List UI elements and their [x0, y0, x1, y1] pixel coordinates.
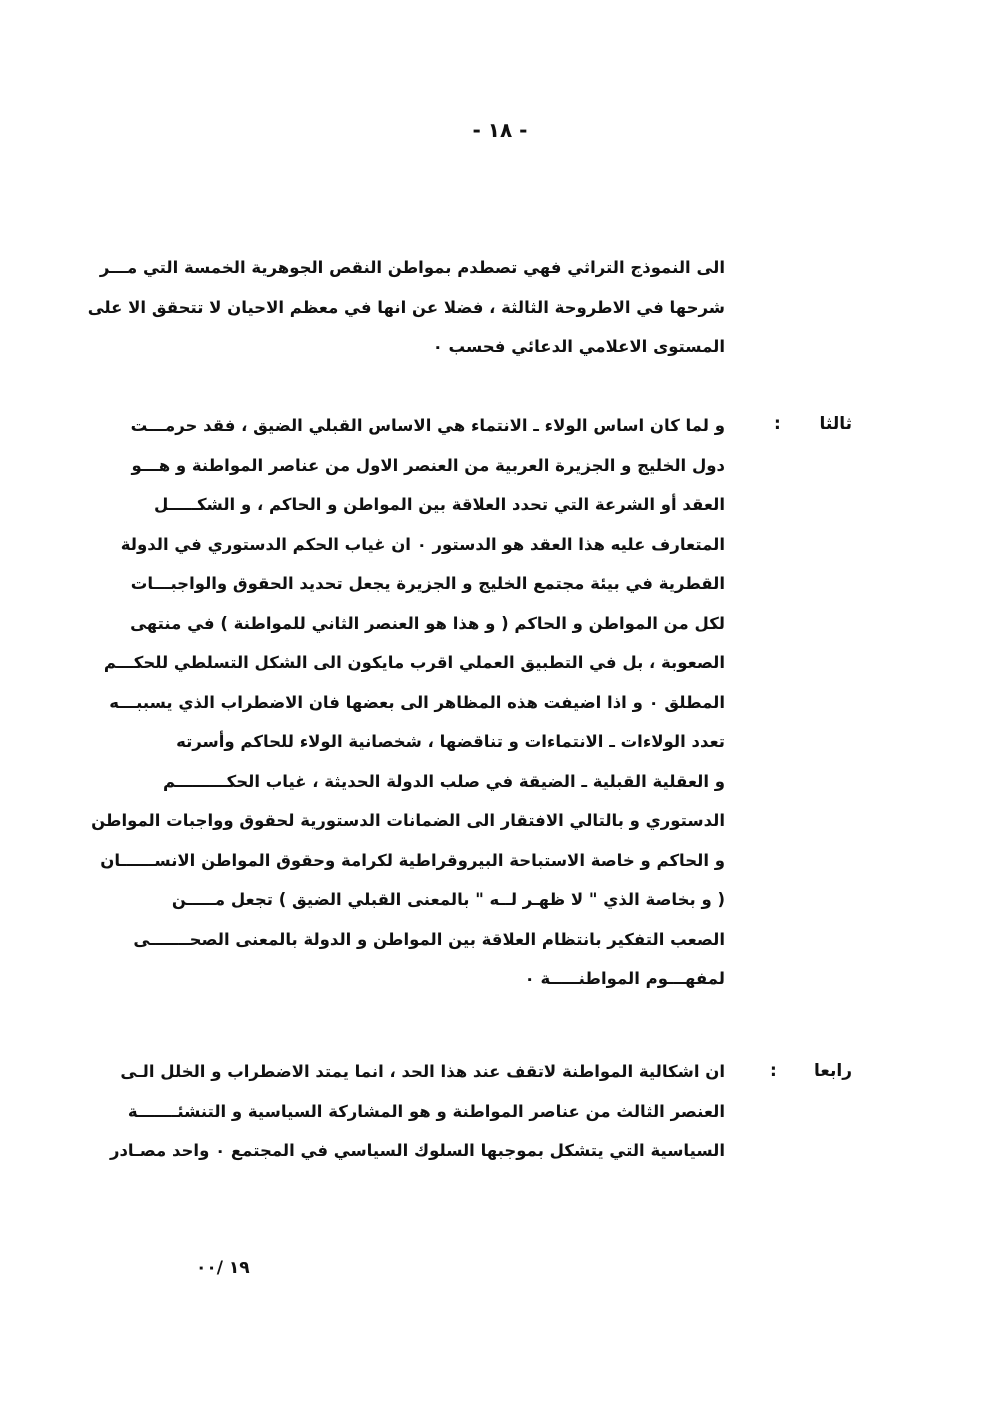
text-line: لكل من المواطن و الحاكم ( و هذا هو العنصر الثاني للمواطنة ) في منتهى — [130, 613, 725, 633]
text-line: و العقلية القبلية ـ الضيقة في صلب الدولة الحديثة ، غياب الحكـــــــــم — [162, 771, 725, 791]
text-line: الصعب التفكير بانتظام العلاقة بين المواطن و الدولة بالمعنى الصحـــــــى — [133, 929, 725, 949]
text-line: شرحها في الاطروحة الثالثة ، فضلا عن انها في معظم الاحيان لا تتحقق الا على — [87, 297, 725, 317]
text-line: المستوى الاعلامي الدعائي فحسب ٠ — [432, 337, 725, 356]
intro-paragraph — [87, 248, 725, 367]
continuation-reference: ١٩ /٠٠ — [196, 1258, 250, 1278]
text-line: الدستوري و بالتالي الافتقار الى الضمانات الدستورية لحقوق وواجبات المواطن — [91, 811, 725, 830]
section-three-colon: : — [774, 414, 781, 434]
text-line: العقد أو الشرعة التي تحدد العلاقة بين المواطن و الحاكم ، و الشكـــــل — [154, 495, 725, 514]
text-line: الى النموذج التراثي فهي تصطدم بمواطن النقص الجوهرية الخمسة التي مـــر — [99, 258, 725, 277]
page-number: - ١٨ - — [472, 118, 528, 142]
text-line: و لما كان اساس الولاء ـ الانتماء هي الاساس القبلي الضيق ، فقد حرمـــت — [130, 416, 725, 435]
text-line: القطرية في بيئة مجتمع الخليج و الجزيرة يجعل تحديد الحقوق والواجبـــات — [130, 574, 725, 593]
text-line: الصعوبة ، بل في التطبيق العملي اقرب مايكون الى الشكل التسلطي للحكـــم — [103, 653, 725, 672]
section-four-label: رابعا — [814, 1061, 852, 1081]
text-line: لمفهـــوم المواطنـــــة ٠ — [524, 969, 725, 988]
text-line: المطلق ٠ و اذا اضيفت هذه المظاهر الى بعضها فان الاضطراب الذي يسببـــه — [109, 692, 725, 712]
text-line: السياسية التي يتشكل بموجبها السلوك السياسي في المجتمع ٠ واحد مصـادر — [109, 1141, 725, 1160]
text-line: تعدد الولاءات ـ الانتماءات و تناقضها ، شخصانية الولاء للحاكم وأسرته — [176, 732, 725, 751]
section-four-colon: : — [770, 1061, 777, 1081]
text-line: دول الخليج و الجزيرة العربية من العنصر الاول من عناصر المواطنة و هـــو — [131, 455, 725, 475]
section-four-paragraph — [109, 1052, 725, 1171]
text-line: و الحاكم و خاصة الاستباحة البيروقراطية لكرامة وحقوق المواطن الانســــــان — [100, 850, 725, 870]
text-line: ( و بخاصة الذي " لا ظهـر لــه " بالمعنى القبلي الضيق ) تجعل مـــــن — [171, 890, 725, 909]
text-line: ان اشكالية المواطنة لاتقف عند هذا الحد ، انما يمتد الاضطراب و الخلل الـى — [120, 1062, 725, 1081]
text-line: المتعارف عليه هذا العقد هو الدستور ٠ ان غياب الحكم الدستوري في الدولة — [120, 534, 725, 554]
section-three-label: ثالثا — [819, 414, 852, 434]
section-three-paragraph — [91, 406, 725, 999]
text-line: العنصر الثالث من عناصر المواطنة و هو المشاركة السياسية و التنشئـــــــة — [127, 1101, 725, 1121]
